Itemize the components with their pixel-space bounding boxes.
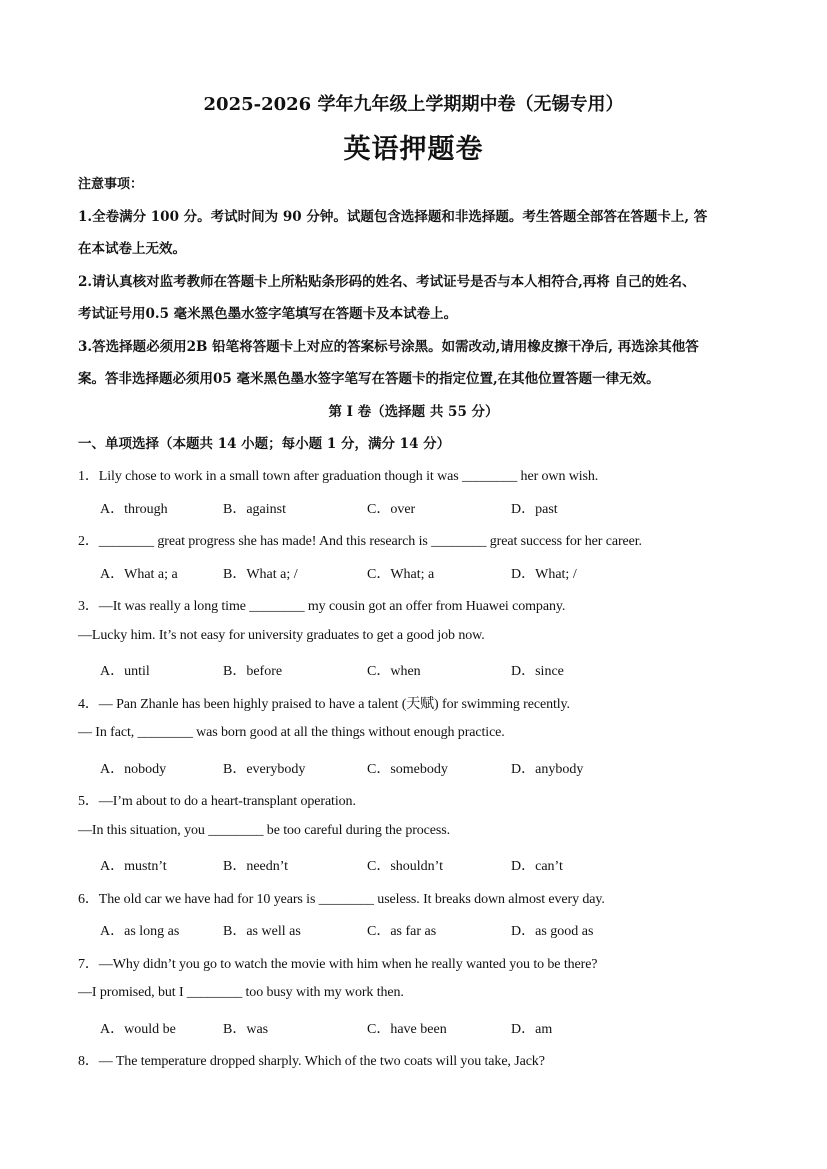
question-5-option-b: B．needn’t [223, 859, 289, 874]
question-1-option-a: A．through [100, 502, 168, 517]
question-7-option-b: B．was [223, 1022, 269, 1037]
question-1-option-d: D．past [511, 502, 558, 517]
question-5-option-d: D．can’t [511, 859, 563, 874]
notice-heading: 注意事项： [78, 177, 144, 192]
question-6-option-b: B．as well as [223, 924, 301, 939]
question-4-reply: — In fact, ________ was born good at all the things without enough practice. [78, 725, 505, 740]
question-3-option-b: B．before [223, 664, 283, 679]
question-2-option-a: A．What a; a [100, 567, 178, 582]
part-title: 第 I 卷（选择题 共 55 分） [328, 404, 499, 420]
question-6-option-d: D．as good as [511, 924, 594, 939]
question-5-option-c: C．shouldn’t [367, 859, 443, 874]
question-7-option-a: A．would be [100, 1022, 176, 1037]
question-3-option-d: D．since [511, 664, 564, 679]
question-7-option-d: D．am [511, 1022, 553, 1037]
question-4-option-c: C．somebody [367, 762, 448, 777]
notice-item-1-line-1: 1.全卷满分 100 分。考试时间为 90 分钟。试题包含选择题和非选择题。考生答题全部答在答题卡上, 答 [78, 209, 708, 225]
notice-item-2-line-1: 2.请认真核对监考教师在答题卡上所粘贴条形码的姓名、考试证号是否与本人相符合,再将 自己的姓名、 [78, 274, 696, 290]
question-4-option-a: A．nobody [100, 762, 167, 777]
question-3-stem: 3．—It was really a long time ________ my cousin got an offer from Huawei company. [78, 599, 566, 614]
notice-item-3-line-2: 案。答非选择题必须用05 毫米黑色墨水签字笔写在答题卡的指定位置,在其他位置答题一律无效。 [78, 371, 660, 387]
notice-item-2-line-2: 考试证号用0.5 毫米黑色墨水签字笔填写在答题卡及本试卷上。 [78, 306, 458, 322]
question-5-reply: —In this situation, you ________ be too careful during the process. [78, 823, 451, 838]
question-3-reply: —Lucky him. It’s not easy for university graduates to get a good job now. [78, 628, 485, 643]
question-7-option-c: C．have been [367, 1022, 447, 1037]
question-4-stem: 4．— Pan Zhanle has been highly praised to have a talent (天赋) for swimming recently. [78, 697, 570, 712]
question-3-option-a: A．until [100, 664, 150, 679]
question-6-option-a: A．as long as [100, 924, 180, 939]
section-title: 一、单项选择（本题共 14 小题；每小题 1 分，满分 14 分） [78, 436, 451, 452]
question-2-option-c: C．What; a [367, 567, 435, 582]
question-2-option-b: B．What a; / [223, 567, 298, 582]
question-6-option-c: C．as far as [367, 924, 437, 939]
notice-item-3-line-1: 3.答选择题必须用2B 铅笔将答题卡上对应的答案标号涂黑。如需改动,请用橡皮擦干净后, 再选涂其他答 [78, 339, 699, 355]
question-3-option-c: C．when [367, 664, 421, 679]
question-6-stem: 6．The old car we have had for 10 years is ________ useless. It breaks down almost every day. [78, 892, 605, 907]
question-2-stem: 2．________ great progress she has made! And this research is ________ great success for her career. [78, 534, 642, 549]
question-1-stem: 1．Lily chose to work in a small town after graduation though it was ________ her own wish. [78, 469, 599, 484]
question-7-stem: 7．—Why didn’t you go to watch the movie with him when he really wanted you to be there? [78, 957, 598, 972]
question-4-option-d: D．anybody [511, 762, 584, 777]
exam-title: 2025-2026 学年九年级上学期期中卷（无锡专用） [203, 94, 624, 115]
question-2-option-d: D．What; / [511, 567, 577, 582]
question-4-option-b: B．everybody [223, 762, 306, 777]
subject-title: 英语押题卷 [343, 134, 484, 165]
question-7-reply: —I promised, but I ________ too busy with my work then. [78, 985, 404, 1000]
question-5-option-a: A．mustn’t [100, 859, 167, 874]
question-8-stem: 8．— The temperature dropped sharply. Which of the two coats will you take, Jack? [78, 1054, 545, 1069]
question-5-stem: 5．—I’m about to do a heart-transplant operation. [78, 794, 356, 809]
question-1-option-b: B．against [223, 502, 286, 517]
question-1-option-c: C．over [367, 502, 416, 517]
notice-item-1-line-2: 在本试卷上无效。 [78, 241, 186, 257]
